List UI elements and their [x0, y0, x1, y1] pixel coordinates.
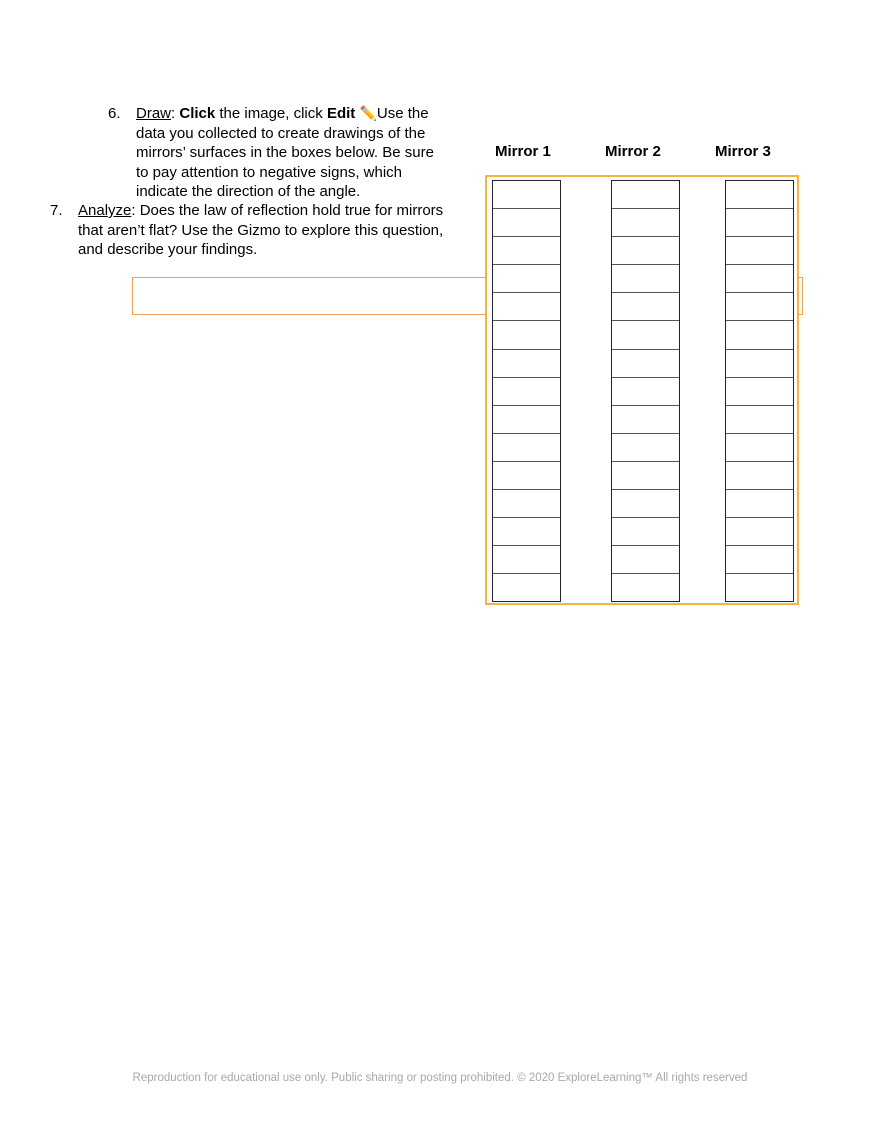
question-6-colon: : [171, 105, 176, 122]
mirror-1-cell [493, 462, 560, 490]
mirror-3-cell [726, 209, 793, 237]
mirror-3-cell [726, 378, 793, 406]
mirror-1-cell [493, 518, 560, 546]
mirror-2-cell [612, 237, 679, 265]
mirror-1-cell [493, 574, 560, 602]
mirror-1-cell [493, 546, 560, 574]
mirror-3-cell [726, 350, 793, 378]
mirror-3-cell [726, 490, 793, 518]
question-7-keyword: Analyze [78, 202, 132, 219]
question-6-line-3: mirrors’ surfaces in the boxes below. Be sure [136, 144, 434, 161]
question-6-text [136, 104, 434, 202]
mirror-drawing-image[interactable] [485, 175, 799, 605]
mirror-3-cell [726, 293, 793, 321]
mirror-1-cell [493, 378, 560, 406]
mirror-1-cell [493, 181, 560, 209]
mirror-3-cell [726, 574, 793, 602]
mirror-3-grid[interactable] [725, 180, 794, 602]
edit-word: Edit [326, 105, 356, 122]
click-word: Click [179, 105, 216, 122]
mirror-2-label: Mirror 2 [605, 143, 661, 160]
question-7-line-3: and describe your findings. [78, 241, 258, 258]
mirror-2-cell [612, 518, 679, 546]
question-7-text [78, 201, 443, 260]
question-6-line-5: indicate the direction of the angle. [136, 183, 361, 200]
mirror-3-cell [726, 462, 793, 490]
question-6-after-edit: Use the [376, 105, 429, 122]
mirror-1-label: Mirror 1 [495, 143, 551, 160]
mirror-2-cell [612, 434, 679, 462]
mirror-3-cell [726, 406, 793, 434]
mirror-2-cell [612, 490, 679, 518]
mirror-2-cell [612, 574, 679, 602]
mirror-1-grid[interactable] [492, 180, 561, 602]
mirror-1-cell [493, 350, 560, 378]
pencil-icon: ✏️ [359, 105, 377, 121]
mirror-1-cell [493, 293, 560, 321]
mirror-1-cell [493, 237, 560, 265]
question-7-line-2: that aren’t flat? Use the Gizmo to explore this question, [78, 221, 444, 239]
mirror-3-cell [726, 518, 793, 546]
mirror-2-cell [612, 209, 679, 237]
mirror-3-cell [726, 237, 793, 265]
mirror-2-cell [612, 350, 679, 378]
mirror-2-grid[interactable] [611, 180, 680, 602]
mirror-2-cell [612, 462, 679, 490]
mirror-1-cell [493, 209, 560, 237]
mirror-1-cell [493, 406, 560, 434]
mirror-2-cell [612, 321, 679, 349]
mirror-2-cell [612, 265, 679, 293]
question-6-line-2: data you collected to create drawings of the [136, 124, 426, 142]
mirror-2-cell [612, 406, 679, 434]
question-7-number: 7. [50, 202, 63, 219]
question-6-after-click: the image, click [215, 105, 327, 122]
mirror-3-cell [726, 321, 793, 349]
mirror-1-cell [493, 265, 560, 293]
question-6-line-1 [136, 104, 434, 124]
mirror-3-cell [726, 181, 793, 209]
question-7-line-1 [78, 201, 443, 221]
question-7-first-line-rest: : Does the law of reflection hold true for mirrors [131, 202, 444, 219]
question-6-number: 6. [108, 105, 121, 122]
mirror-3-cell [726, 546, 793, 574]
mirror-3-cell [726, 434, 793, 462]
mirror-2-cell [612, 293, 679, 321]
mirror-1-cell [493, 490, 560, 518]
mirror-3-label: Mirror 3 [715, 143, 771, 160]
mirror-3-cell [726, 265, 793, 293]
mirror-2-cell [612, 378, 679, 406]
question-6-line-4: to pay attention to negative signs, which [136, 163, 403, 181]
mirror-1-cell [493, 321, 560, 349]
question-6-keyword: Draw [136, 105, 172, 122]
mirror-1-cell [493, 434, 560, 462]
mirror-2-cell [612, 181, 679, 209]
mirror-2-cell [612, 546, 679, 574]
footer-copyright: Reproduction for educational use only. Public sharing or posting prohibited. © 2020 ExploreLearning™ All rights reserved [132, 1072, 748, 1084]
